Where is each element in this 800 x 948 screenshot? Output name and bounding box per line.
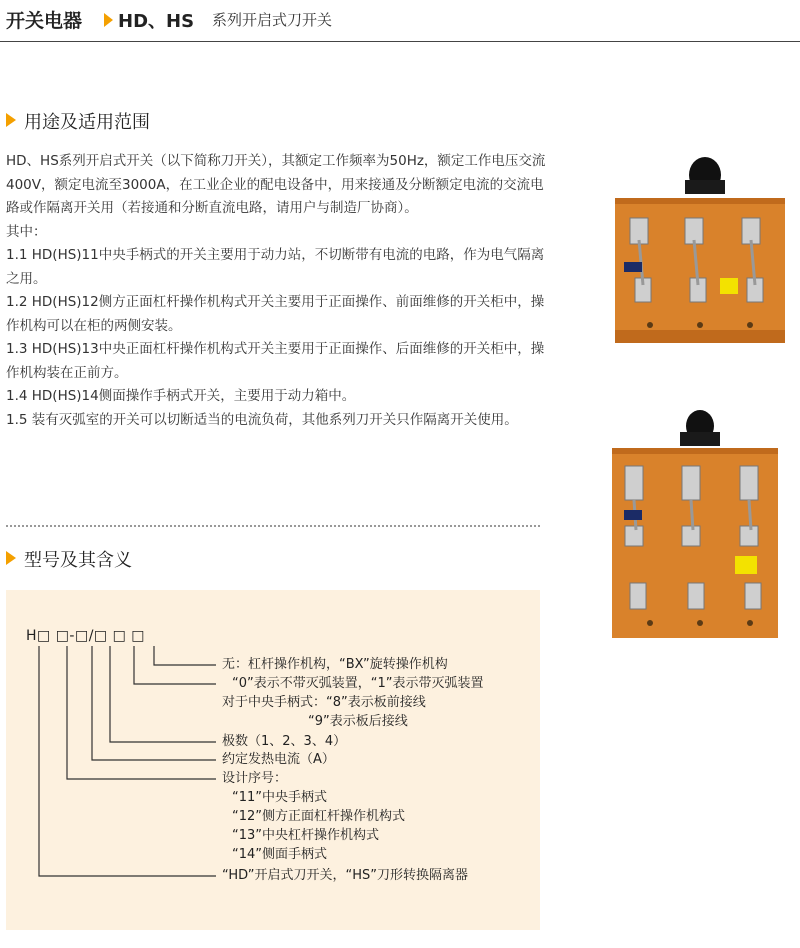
usage-body bbox=[6, 150, 546, 432]
page-header bbox=[0, 0, 800, 42]
desc-front-wiring: 对于中央手柄式：“8”表示板前接线 bbox=[222, 695, 426, 710]
header-divider bbox=[0, 41, 800, 42]
product-photo-2 bbox=[610, 408, 790, 638]
desc-design-12: “12”侧方正面杠杆操作机构式 bbox=[232, 809, 406, 824]
section-divider bbox=[6, 525, 540, 527]
series-title: HD、HS bbox=[118, 11, 195, 32]
desc-poles: 极数（1、2、3、4） bbox=[222, 734, 347, 749]
desc-design-11: “11”中央手柄式 bbox=[232, 790, 328, 805]
section-arrow-icon bbox=[6, 551, 16, 565]
desc-design-number: 设计序号： bbox=[222, 771, 288, 786]
usage-paragraph: 1.1 HD(HS)11中央手柄式的开关主要用于动力站，不切断带有电流的电路，作为电气隔离之用。 bbox=[6, 247, 545, 287]
section-model-title: 型号及其含义 bbox=[24, 550, 132, 571]
usage-paragraph: 1.5 装有灭弧室的开关可以切断适当的电流负荷，其他系列刀开关只作隔离开关使用。 bbox=[6, 411, 518, 428]
desc-design-13: “13”中央杠杆操作机构式 bbox=[232, 828, 380, 843]
series-subtitle: 系列开启式刀开关 bbox=[212, 11, 333, 29]
desc-design-14: “14”侧面手柄式 bbox=[232, 847, 328, 862]
desc-operating-mechanism: 无：杠杆操作机构，“BX”旋转操作机构 bbox=[222, 657, 448, 672]
category-title: 开关电器 bbox=[6, 10, 83, 32]
usage-paragraph: 1.2 HD(HS)12侧方正面杠杆操作机构式开关主要用于正面操作、前面维修的开关柜中，操作机构可以在柜的两侧安装。 bbox=[6, 294, 545, 334]
usage-paragraph: HD、HS系列开启式开关（以下简称刀开关），其额定工作频率为50Hz，额定工作电压交流400V，额定电流至3000A，在工业企业的配电设备中，用来接通及分断额定电流的交流电路或作隔离开关用（若接通和分断直流电路，请用户与制造厂协商）。 bbox=[6, 153, 546, 216]
desc-rear-wiring: “9”表示板后接线 bbox=[308, 714, 408, 729]
desc-rated-current: 约定发热电流（A） bbox=[222, 752, 335, 767]
desc-arc-device: “0”表示不带灭弧装置，“1”表示带灭弧装置 bbox=[232, 676, 484, 691]
usage-paragraph: 1.4 HD(HS)14侧面操作手柄式开关，主要用于动力箱中。 bbox=[6, 388, 356, 404]
desc-product-type: “HD”开启式刀开关，“HS”刀形转换隔离器 bbox=[222, 868, 469, 883]
section-usage-title: 用途及适用范围 bbox=[24, 112, 150, 133]
section-arrow-icon bbox=[6, 113, 16, 127]
usage-paragraph: 其中： bbox=[6, 223, 47, 240]
header-arrow-icon bbox=[104, 13, 113, 27]
usage-paragraph: 1.3 HD(HS)13中央正面杠杆操作机构式开关主要用于正面操作、后面维修的开关柜中，操作机构装在正前方。 bbox=[6, 341, 545, 381]
product-photo-1 bbox=[610, 150, 790, 345]
model-code: H□ □-□/□ □ □ bbox=[26, 628, 146, 644]
model-explanation-panel bbox=[6, 590, 540, 930]
